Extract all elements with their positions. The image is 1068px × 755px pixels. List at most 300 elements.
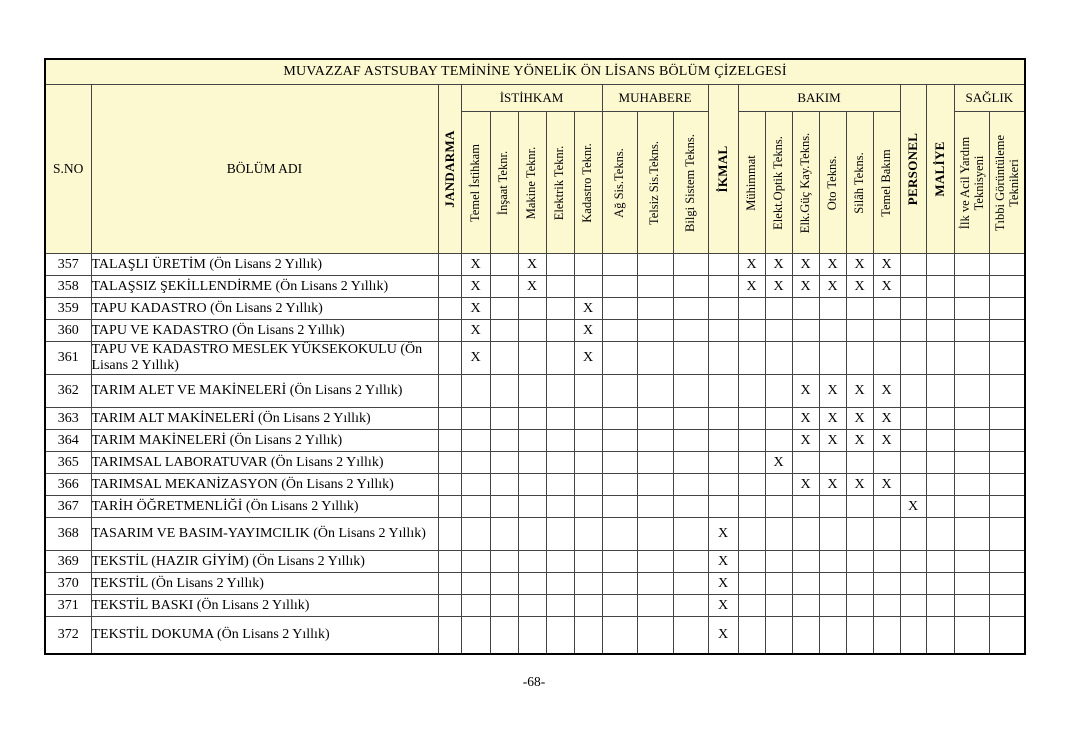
mark-cell <box>819 496 846 518</box>
mark-cell <box>673 276 708 298</box>
mark-cell <box>846 573 873 595</box>
mark-cell <box>738 617 765 654</box>
mark-cell <box>738 595 765 617</box>
mark-cell <box>518 298 546 320</box>
mark-cell <box>954 298 989 320</box>
row-number: 368 <box>45 518 91 551</box>
mark-cell <box>819 298 846 320</box>
table-row <box>45 298 1025 320</box>
mark-cell <box>438 595 461 617</box>
mark-cell <box>461 474 490 496</box>
row-number: 369 <box>45 551 91 573</box>
mark-cell <box>438 320 461 342</box>
vertical-column-label: Kadastro Teknr. <box>580 142 595 223</box>
mark-cell: X <box>461 276 490 298</box>
mark-cell <box>546 595 574 617</box>
mark-cell <box>438 551 461 573</box>
mark-cell <box>819 342 846 375</box>
mark-cell <box>765 496 792 518</box>
table-row <box>45 342 1025 375</box>
table-row <box>45 320 1025 342</box>
mark-cell <box>637 375 673 408</box>
row-number: 357 <box>45 254 91 276</box>
mark-cell <box>926 320 954 342</box>
mark-cell: X <box>873 474 900 496</box>
mark-cell <box>637 342 673 375</box>
mark-cell <box>738 375 765 408</box>
mark-cell: X <box>846 276 873 298</box>
mark-cell <box>637 551 673 573</box>
mark-cell <box>819 551 846 573</box>
mark-cell <box>926 617 954 654</box>
mark-cell <box>846 298 873 320</box>
mark-cell <box>846 342 873 375</box>
mark-cell: X <box>518 276 546 298</box>
mark-cell <box>792 320 819 342</box>
mark-cell: X <box>792 408 819 430</box>
title-row <box>45 59 1025 85</box>
vertical-column-header <box>954 112 989 254</box>
row-number: 358 <box>45 276 91 298</box>
department-name: TEKSTİL (HAZIR GİYİM) (Ön Lisans 2 Yıllık) <box>91 551 438 573</box>
mark-cell <box>673 551 708 573</box>
mark-cell: X <box>873 430 900 452</box>
mark-cell <box>673 617 708 654</box>
vertical-column-label: Temel Bakım <box>878 148 893 217</box>
mark-cell <box>954 430 989 452</box>
mark-cell <box>738 408 765 430</box>
mark-cell <box>637 617 673 654</box>
mark-cell <box>673 595 708 617</box>
mark-cell: X <box>708 595 738 617</box>
mark-cell: X <box>819 430 846 452</box>
mark-cell <box>738 320 765 342</box>
table-row <box>45 254 1025 276</box>
mark-cell <box>926 342 954 375</box>
table-row <box>45 518 1025 551</box>
table-row <box>45 375 1025 408</box>
jandarma-label: JANDARMA <box>441 130 457 208</box>
mark-cell <box>637 496 673 518</box>
mark-cell <box>438 496 461 518</box>
mark-cell <box>765 595 792 617</box>
mark-cell <box>819 452 846 474</box>
mark-cell <box>438 342 461 375</box>
mark-cell <box>490 595 518 617</box>
mark-cell: X <box>792 254 819 276</box>
mark-cell: X <box>792 430 819 452</box>
mark-cell <box>637 298 673 320</box>
mark-cell <box>738 430 765 452</box>
mark-cell: X <box>765 452 792 474</box>
mark-cell: X <box>574 342 602 375</box>
mark-cell <box>792 551 819 573</box>
mark-cell <box>518 320 546 342</box>
mark-cell <box>989 551 1025 573</box>
mark-cell <box>574 595 602 617</box>
mark-cell <box>954 320 989 342</box>
mark-cell <box>792 496 819 518</box>
mark-cell <box>989 595 1025 617</box>
mark-cell <box>873 595 900 617</box>
mark-cell <box>438 408 461 430</box>
mark-cell <box>546 320 574 342</box>
mark-cell: X <box>708 551 738 573</box>
mark-cell <box>574 617 602 654</box>
mark-cell <box>518 375 546 408</box>
mark-cell: X <box>846 375 873 408</box>
table-row <box>45 573 1025 595</box>
mark-cell <box>673 342 708 375</box>
mark-cell <box>673 320 708 342</box>
table-row <box>45 408 1025 430</box>
mark-cell <box>490 496 518 518</box>
mark-cell <box>989 573 1025 595</box>
mark-cell <box>708 254 738 276</box>
mark-cell <box>926 496 954 518</box>
vertical-column-header <box>490 112 518 254</box>
mark-cell <box>637 452 673 474</box>
mark-cell <box>954 342 989 375</box>
mark-cell <box>708 375 738 408</box>
mark-cell <box>989 452 1025 474</box>
mark-cell <box>546 342 574 375</box>
mark-cell <box>574 430 602 452</box>
mark-cell <box>518 551 546 573</box>
mark-cell <box>765 408 792 430</box>
mark-cell: X <box>873 375 900 408</box>
mark-cell <box>490 254 518 276</box>
mark-cell <box>846 595 873 617</box>
mark-cell <box>738 496 765 518</box>
vertical-column-label: Tıbbi Görüntüleme Teknikeri <box>992 134 1021 231</box>
mark-cell <box>900 551 926 573</box>
table-title: MUVAZZAF ASTSUBAY TEMİNİNE YÖNELİK ÖN LİSANS BÖLÜM ÇİZELGESİ <box>45 59 1025 85</box>
row-number: 362 <box>45 375 91 408</box>
vertical-column-label: Elekt.Optik Tekns. <box>770 135 785 230</box>
vertical-column-label: Elk.Güç Kay.Tekns. <box>797 132 812 233</box>
mark-cell: X <box>708 518 738 551</box>
mark-cell: X <box>738 254 765 276</box>
vertical-column-label: Temel İstihkam <box>467 143 482 222</box>
mark-cell <box>461 452 490 474</box>
mark-cell <box>602 452 637 474</box>
group-header-muhabere: MUHABERE <box>602 85 708 112</box>
mark-cell <box>637 595 673 617</box>
mark-cell <box>926 408 954 430</box>
mark-cell <box>518 496 546 518</box>
mark-cell <box>574 518 602 551</box>
mark-cell <box>673 496 708 518</box>
mark-cell <box>490 320 518 342</box>
row-number: 363 <box>45 408 91 430</box>
mark-cell <box>574 276 602 298</box>
mark-cell <box>873 298 900 320</box>
mark-cell <box>792 342 819 375</box>
mark-cell <box>438 430 461 452</box>
mark-cell <box>637 408 673 430</box>
table-row <box>45 276 1025 298</box>
mark-cell <box>900 595 926 617</box>
vertical-column-header <box>846 112 873 254</box>
mark-cell <box>461 595 490 617</box>
mark-cell <box>954 518 989 551</box>
mark-cell <box>438 254 461 276</box>
mark-cell <box>546 298 574 320</box>
mark-cell <box>461 518 490 551</box>
mark-cell <box>765 320 792 342</box>
table-row <box>45 595 1025 617</box>
mark-cell <box>989 320 1025 342</box>
mark-cell <box>846 320 873 342</box>
mark-cell: X <box>819 254 846 276</box>
mark-cell <box>602 408 637 430</box>
mark-cell <box>490 518 518 551</box>
mark-cell <box>846 551 873 573</box>
mark-cell <box>819 595 846 617</box>
mark-cell <box>708 320 738 342</box>
mark-cell <box>602 298 637 320</box>
mark-cell <box>873 617 900 654</box>
mark-cell <box>546 452 574 474</box>
mark-cell <box>461 617 490 654</box>
department-name: TARIMSAL LABORATUVAR (Ön Lisans 2 Yıllık) <box>91 452 438 474</box>
mark-cell <box>518 474 546 496</box>
mark-cell: X <box>574 298 602 320</box>
mark-cell <box>673 518 708 551</box>
table-row <box>45 474 1025 496</box>
mark-cell <box>518 518 546 551</box>
mark-cell <box>602 276 637 298</box>
mark-cell <box>461 573 490 595</box>
mark-cell <box>490 430 518 452</box>
mark-cell <box>954 276 989 298</box>
mark-cell <box>954 474 989 496</box>
department-name: TARIM ALET VE MAKİNELERİ (Ön Lisans 2 Yıllık) <box>91 375 438 408</box>
mark-cell <box>602 430 637 452</box>
mark-cell: X <box>846 408 873 430</box>
mark-cell <box>708 474 738 496</box>
column-header-personel <box>900 85 926 254</box>
column-header-jandarma <box>438 85 461 254</box>
mark-cell: X <box>819 474 846 496</box>
mark-cell <box>873 573 900 595</box>
group-header-saglik: SAĞLIK <box>954 85 1025 112</box>
vertical-column-header <box>738 112 765 254</box>
mark-cell <box>738 573 765 595</box>
mark-cell <box>926 573 954 595</box>
mark-cell <box>673 474 708 496</box>
mark-cell <box>989 496 1025 518</box>
row-number: 366 <box>45 474 91 496</box>
mark-cell <box>989 617 1025 654</box>
mark-cell: X <box>461 342 490 375</box>
mark-cell <box>765 573 792 595</box>
mark-cell <box>900 518 926 551</box>
mark-cell <box>438 474 461 496</box>
mark-cell <box>954 551 989 573</box>
mark-cell <box>765 518 792 551</box>
group-header-row <box>45 85 1025 112</box>
mark-cell <box>926 298 954 320</box>
mark-cell <box>738 298 765 320</box>
vertical-column-header <box>518 112 546 254</box>
mark-cell <box>438 518 461 551</box>
mark-cell <box>602 573 637 595</box>
mark-cell <box>900 375 926 408</box>
mark-cell <box>926 254 954 276</box>
vertical-column-label: Silâh Tekns. <box>851 151 866 214</box>
department-name: TALAŞSIZ ŞEKİLLENDİRME (Ön Lisans 2 Yıllık) <box>91 276 438 298</box>
mark-cell: X <box>765 276 792 298</box>
mark-cell <box>637 518 673 551</box>
mark-cell <box>490 342 518 375</box>
mark-cell <box>954 408 989 430</box>
mark-cell: X <box>846 474 873 496</box>
mark-cell <box>518 617 546 654</box>
mark-cell <box>490 298 518 320</box>
mark-cell <box>926 595 954 617</box>
mark-cell <box>546 276 574 298</box>
mark-cell <box>900 452 926 474</box>
mark-cell <box>518 342 546 375</box>
table-row <box>45 430 1025 452</box>
vertical-column-header <box>989 112 1025 254</box>
row-number: 364 <box>45 430 91 452</box>
ikmal-label: İKMAL <box>714 145 730 193</box>
mark-cell: X <box>792 276 819 298</box>
mark-cell <box>546 408 574 430</box>
mark-cell <box>900 254 926 276</box>
maliye-label: MALİYE <box>931 141 947 197</box>
mark-cell <box>546 551 574 573</box>
mark-cell: X <box>461 298 490 320</box>
mark-cell <box>819 617 846 654</box>
vertical-column-label: İlk ve Acil Yardım Teknisyeni <box>957 136 986 229</box>
mark-cell <box>490 551 518 573</box>
mark-cell <box>574 375 602 408</box>
mark-cell: X <box>518 254 546 276</box>
mark-cell <box>708 276 738 298</box>
column-header-maliye <box>926 85 954 254</box>
mark-cell <box>926 474 954 496</box>
mark-cell <box>926 276 954 298</box>
mark-cell <box>518 408 546 430</box>
vertical-column-header <box>765 112 792 254</box>
mark-cell <box>490 375 518 408</box>
mark-cell <box>954 617 989 654</box>
mark-cell <box>546 375 574 408</box>
mark-cell <box>738 551 765 573</box>
mark-cell <box>900 320 926 342</box>
mark-cell <box>989 375 1025 408</box>
mark-cell <box>574 573 602 595</box>
mark-cell <box>708 298 738 320</box>
mark-cell <box>738 452 765 474</box>
mark-cell <box>989 430 1025 452</box>
mark-cell: X <box>846 254 873 276</box>
mark-cell <box>792 573 819 595</box>
department-name: TASARIM VE BASIM-YAYIMCILIK (Ön Lisans 2 Yıllık) <box>91 518 438 551</box>
mark-cell <box>792 595 819 617</box>
mark-cell <box>738 474 765 496</box>
mark-cell <box>792 298 819 320</box>
vertical-column-label: Telsiz Sis.Tekns. <box>647 140 662 225</box>
mark-cell <box>602 595 637 617</box>
mark-cell <box>673 430 708 452</box>
mark-cell <box>546 496 574 518</box>
table-row <box>45 452 1025 474</box>
mark-cell <box>574 254 602 276</box>
department-name: TEKSTİL (Ön Lisans 2 Yıllık) <box>91 573 438 595</box>
mark-cell <box>989 276 1025 298</box>
mark-cell <box>546 474 574 496</box>
mark-cell <box>900 408 926 430</box>
department-name: TARIM ALT MAKİNELERİ (Ön Lisans 2 Yıllık) <box>91 408 438 430</box>
mark-cell <box>602 254 637 276</box>
vertical-column-header <box>819 112 846 254</box>
vertical-column-label: Oto Tekns. <box>824 155 839 210</box>
mark-cell <box>490 617 518 654</box>
mark-cell <box>574 496 602 518</box>
mark-cell <box>989 342 1025 375</box>
mark-cell <box>602 551 637 573</box>
mark-cell <box>708 496 738 518</box>
mark-cell <box>602 617 637 654</box>
table-body <box>45 254 1025 654</box>
mark-cell: X <box>846 430 873 452</box>
department-chart-table <box>44 58 1026 655</box>
mark-cell <box>490 573 518 595</box>
mark-cell <box>819 573 846 595</box>
mark-cell <box>602 496 637 518</box>
mark-cell <box>708 408 738 430</box>
mark-cell <box>673 298 708 320</box>
mark-cell <box>673 408 708 430</box>
mark-cell <box>518 595 546 617</box>
mark-cell <box>438 298 461 320</box>
mark-cell <box>738 342 765 375</box>
department-name: TAPU VE KADASTRO MESLEK YÜKSEKOKULU (Ön Lisans 2 Yıllık) <box>91 342 438 375</box>
mark-cell <box>637 254 673 276</box>
mark-cell <box>708 430 738 452</box>
mark-cell <box>954 573 989 595</box>
mark-cell: X <box>738 276 765 298</box>
table-row <box>45 617 1025 654</box>
mark-cell <box>637 573 673 595</box>
department-name: TAPU KADASTRO (Ön Lisans 2 Yıllık) <box>91 298 438 320</box>
vertical-column-header <box>602 112 637 254</box>
mark-cell <box>738 518 765 551</box>
mark-cell: X <box>792 474 819 496</box>
mark-cell: X <box>873 408 900 430</box>
mark-cell <box>546 430 574 452</box>
mark-cell <box>637 320 673 342</box>
vertical-column-header <box>637 112 673 254</box>
vertical-column-header <box>673 112 708 254</box>
mark-cell <box>926 551 954 573</box>
mark-cell <box>900 430 926 452</box>
mark-cell <box>461 375 490 408</box>
department-name: TAPU VE KADASTRO (Ön Lisans 2 Yıllık) <box>91 320 438 342</box>
vertical-column-label: İnşaat Teknr. <box>496 150 511 215</box>
vertical-column-label: Elektrik Teknr. <box>552 145 567 220</box>
table-row <box>45 551 1025 573</box>
mark-cell <box>708 452 738 474</box>
mark-cell <box>989 408 1025 430</box>
mark-cell <box>873 551 900 573</box>
row-number: 365 <box>45 452 91 474</box>
